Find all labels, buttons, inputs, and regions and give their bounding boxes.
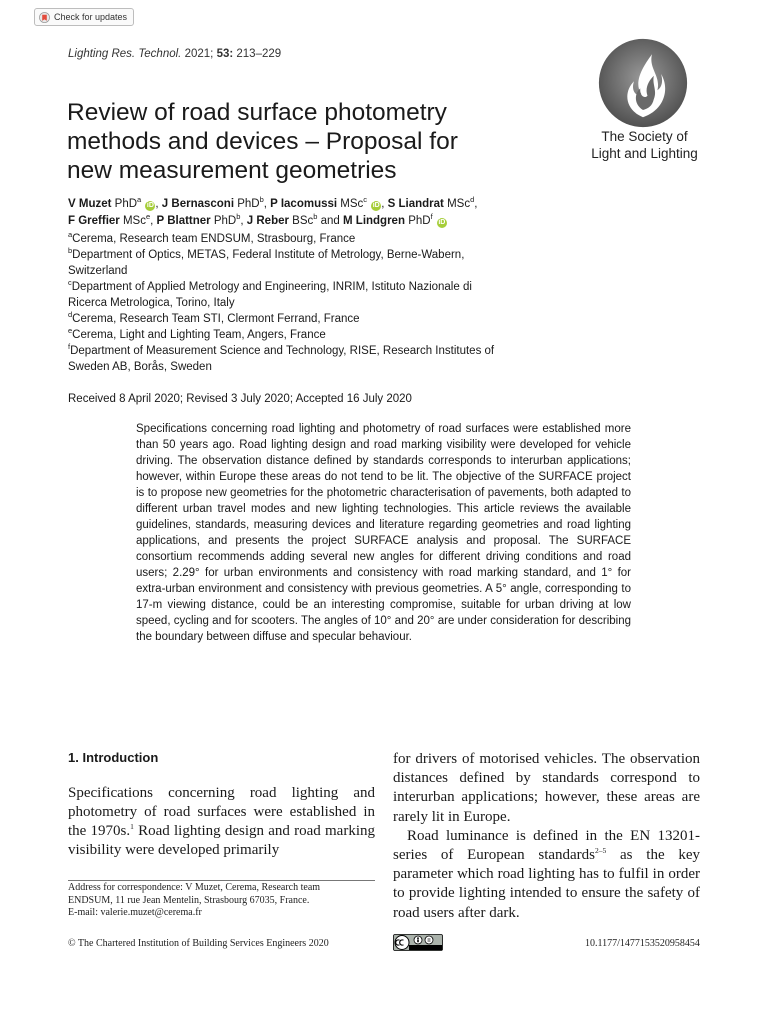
author: J Reber BSc$^b$ and: [246, 212, 344, 227]
author: V Muzet PhD$^a$ iD ,: [68, 195, 162, 210]
author: P Blattner PhD$^b$,: [156, 212, 247, 227]
creative-commons-license-icon[interactable]: [393, 934, 443, 951]
society-line: The Society of: [601, 129, 688, 144]
orcid-icon[interactable]: iD: [146, 202, 154, 209]
citation-ref[interactable]: 2–5: [595, 846, 607, 856]
abstract: Specifications concerning road lighting and photometry of road surfaces were established more than 50 years ago. Road lighting design and road marking visibility were developed for vehicle driving. The observation distance defined by standards corresponds to interurban applications; however, within Europe these areas do not tend to be lit. The objective of the SURFACE project is to propose new geometries for the photometric characterisation of pavements, both adapted to different urban travel modes and new lighting technologies. This article reviews the available guidelines, standards, measuring devices and literature regarding geometries and road lighting applications, and presents the project SURFACE analysis and proposal. The SURFACE consortium recommends adding several new angles for different driving conditions and road users; 2.29° for urban environments and consistency with road marking standard, and 1° for extra-urban environment and consistency with previous geometries. A 5° angle, corresponding to 17-m viewing distance, could be an interesting compromise, suitable for urban driving at low speed, cycling and for scooters. The angles of 10° and 20° are under consideration for describing the boundary between diffuse and specular behaviour.: [136, 423, 631, 643]
affiliation: $^a$Cerema, Research team ENDSUM, Strasbourg, France: [68, 230, 356, 245]
title-line: methods and devices – Proposal for: [67, 128, 458, 155]
correspondence-footnote: Address for correspondence: V Muzet, Cerema, Research team ENDSUM, 11 rue Jean Mentelin, Strasbourg 67035, France. E-mail: valerie.muzet@cerema.fr: [68, 882, 321, 918]
footnote-divider: [68, 880, 375, 881]
intro-right-column: [393, 750, 700, 923]
affiliation: $^d$Cerema, Research Team STI, Clermont Ferrand, France: [68, 310, 360, 325]
author: M Lindgren PhD$^f$ iD: [343, 212, 446, 227]
orcid-icon[interactable]: iD: [438, 219, 446, 226]
copyright-notice: © The Chartered Institution of Building Services Engineers 2020: [68, 938, 329, 949]
journal-pages: 213–229: [236, 48, 282, 60]
citation-ref[interactable]: 1: [130, 822, 134, 831]
author: J Bernasconi PhD$^b$,: [161, 195, 271, 210]
journal-volume: 53:: [216, 48, 234, 60]
affiliation: $^f$Department of Measurement Science and Technology, RISE, Research Institutes of Sweden AB, Borås, Sweden: [68, 342, 495, 373]
orcid-icon[interactable]: iD: [372, 202, 380, 209]
received-dates: Received 8 April 2020; Revised 3 July 2020; Accepted 16 July 2020: [68, 393, 412, 405]
check-updates-icon: [39, 12, 50, 23]
author-list: [68, 196, 538, 230]
title-line: Review of road surface photometry: [67, 99, 447, 126]
section-heading: 1. Introduction: [68, 750, 159, 765]
journal-year: 2021;: [184, 48, 214, 60]
affiliation-list: [68, 231, 508, 375]
author: S Liandrat MSc$^d$,: [387, 195, 478, 210]
author: F Greffier MSc$^e$,: [68, 212, 157, 227]
article-title: [67, 98, 507, 185]
author: P Iacomussi MSc$^c$ iD ,: [270, 195, 388, 210]
intro-left-column: Specifications concerning road lighting and photometry of road surfaces were established in the 1970s.$^1$ Road lighting design and road marking visibility were developed primarily: [68, 785, 375, 858]
check-updates-label: Check for updates: [54, 12, 128, 22]
affiliation: $^b$Department of Optics, METAS, Federal Institute of Metrology, Berne-Wabern, Switzerland: [68, 246, 465, 277]
affiliation: $^e$Cerema, Light and Lighting Team, Angers, France: [68, 326, 326, 341]
society-flame-logo-icon: [598, 38, 688, 128]
title-line: new measurement geometries: [67, 157, 397, 184]
society-line: Light and Lighting: [591, 146, 698, 161]
journal-citation: [68, 48, 281, 60]
check-for-updates-badge[interactable]: [34, 8, 134, 26]
paragraph: Road luminance is defined in the EN 13201-series of European standards$^{2-5}$ as the key parameter which road lighting has to fulfil in order to provide lighting intended to ensure the safety of road users after dark.: [393, 827, 701, 921]
journal-name: Lighting Res. Technol.: [68, 48, 182, 60]
paragraph: for drivers of motorised vehicles. The observation distances defined by standards correspond to interurban applications; however, these areas are rarely lit in Europe.: [393, 751, 700, 825]
doi[interactable]: 10.1177/1477153520958454: [585, 938, 700, 949]
affiliation: $^c$Department of Applied Metrology and Engineering, INRIM, Istituto Nazionale di Ricerca Metrologica, Torino, Italy: [68, 278, 472, 309]
society-name: [582, 128, 707, 162]
